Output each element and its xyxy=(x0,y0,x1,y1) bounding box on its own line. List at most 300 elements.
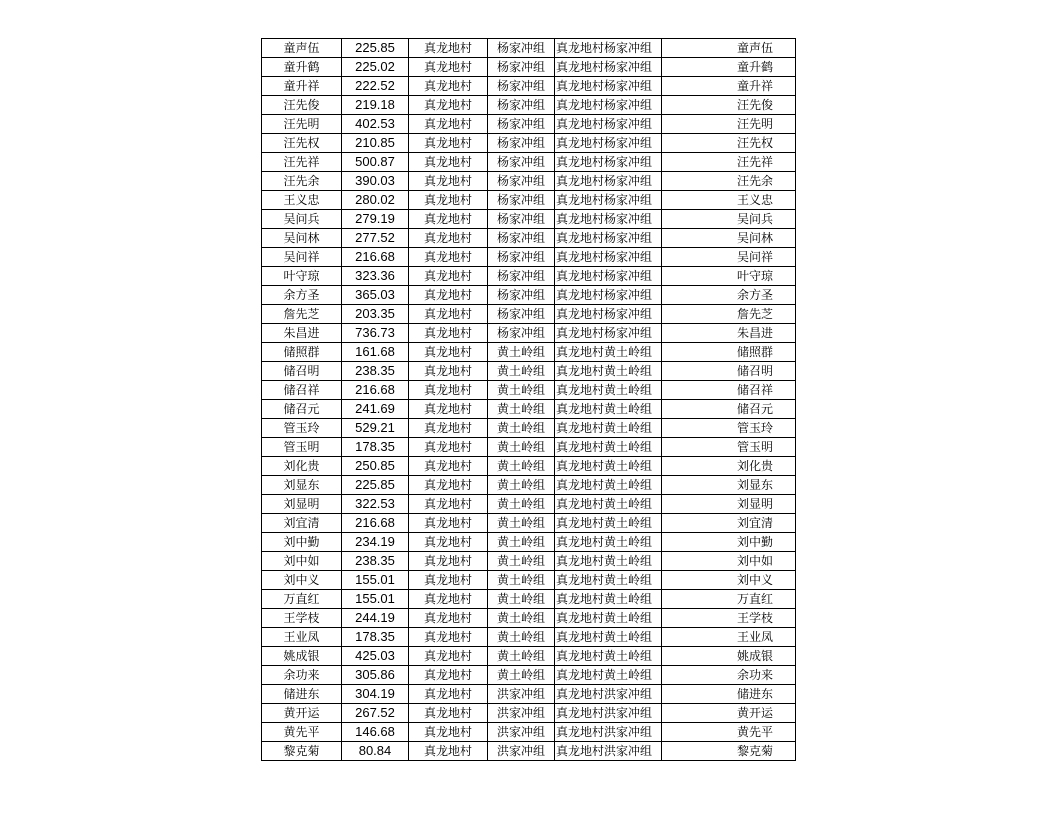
table-row xyxy=(262,647,796,666)
village-cell: 真龙地村 xyxy=(409,210,488,229)
table-row xyxy=(262,77,796,96)
blank-cell xyxy=(662,191,716,210)
village-cell: 真龙地村 xyxy=(409,305,488,324)
address-cell: 真龙地村黄土岭组 xyxy=(555,590,662,609)
table-row xyxy=(262,96,796,115)
address-cell: 真龙地村黄土岭组 xyxy=(555,647,662,666)
address-cell: 真龙地村杨家冲组 xyxy=(555,134,662,153)
group-cell: 杨家冲组 xyxy=(488,96,555,115)
owner-name-cell: 管玉明 xyxy=(262,438,342,457)
address-cell: 真龙地村杨家冲组 xyxy=(555,96,662,115)
group-cell: 杨家冲组 xyxy=(488,39,555,58)
table-row xyxy=(262,248,796,267)
group-cell: 杨家冲组 xyxy=(488,267,555,286)
blank-cell xyxy=(662,324,716,343)
address-cell: 真龙地村洪家冲组 xyxy=(555,723,662,742)
repeat-name-cell: 吴问祥 xyxy=(715,248,796,267)
repeat-name-cell: 刘化贵 xyxy=(715,457,796,476)
repeat-name-cell: 吴问兵 xyxy=(715,210,796,229)
repeat-name-cell: 黄先平 xyxy=(715,723,796,742)
group-cell: 黄土岭组 xyxy=(488,571,555,590)
table-row xyxy=(262,324,796,343)
owner-name-cell: 詹先芝 xyxy=(262,305,342,324)
repeat-name-cell: 余方圣 xyxy=(715,286,796,305)
blank-cell xyxy=(662,742,716,761)
blank-cell xyxy=(662,723,716,742)
table-row xyxy=(262,590,796,609)
blank-cell xyxy=(662,96,716,115)
blank-cell xyxy=(662,514,716,533)
owner-name-cell: 黄开运 xyxy=(262,704,342,723)
blank-cell xyxy=(662,229,716,248)
area-cell: 161.68 xyxy=(342,343,409,362)
address-cell: 真龙地村杨家冲组 xyxy=(555,115,662,134)
repeat-name-cell: 汪先祥 xyxy=(715,153,796,172)
blank-cell xyxy=(662,248,716,267)
blank-cell xyxy=(662,343,716,362)
group-cell: 黄土岭组 xyxy=(488,495,555,514)
village-cell: 真龙地村 xyxy=(409,742,488,761)
group-cell: 杨家冲组 xyxy=(488,115,555,134)
blank-cell xyxy=(662,476,716,495)
repeat-name-cell: 黄开运 xyxy=(715,704,796,723)
address-cell: 真龙地村黄土岭组 xyxy=(555,533,662,552)
table-row xyxy=(262,514,796,533)
village-cell: 真龙地村 xyxy=(409,609,488,628)
area-cell: 203.35 xyxy=(342,305,409,324)
owner-name-cell: 储进东 xyxy=(262,685,342,704)
village-cell: 真龙地村 xyxy=(409,267,488,286)
repeat-name-cell: 汪先俊 xyxy=(715,96,796,115)
village-cell: 真龙地村 xyxy=(409,495,488,514)
group-cell: 杨家冲组 xyxy=(488,153,555,172)
owner-name-cell: 王学枝 xyxy=(262,609,342,628)
address-cell: 真龙地村杨家冲组 xyxy=(555,210,662,229)
village-cell: 真龙地村 xyxy=(409,476,488,495)
group-cell: 杨家冲组 xyxy=(488,58,555,77)
blank-cell xyxy=(662,381,716,400)
area-cell: 155.01 xyxy=(342,590,409,609)
blank-cell xyxy=(662,115,716,134)
address-cell: 真龙地村黄土岭组 xyxy=(555,514,662,533)
blank-cell xyxy=(662,647,716,666)
blank-cell xyxy=(662,628,716,647)
group-cell: 杨家冲组 xyxy=(488,210,555,229)
owner-name-cell: 朱昌进 xyxy=(262,324,342,343)
area-cell: 216.68 xyxy=(342,514,409,533)
blank-cell xyxy=(662,590,716,609)
blank-cell xyxy=(662,533,716,552)
repeat-name-cell: 童声伍 xyxy=(715,39,796,58)
table-body xyxy=(262,39,796,761)
owner-name-cell: 汪先权 xyxy=(262,134,342,153)
area-cell: 241.69 xyxy=(342,400,409,419)
village-cell: 真龙地村 xyxy=(409,723,488,742)
table-row xyxy=(262,723,796,742)
area-cell: 155.01 xyxy=(342,571,409,590)
table-row xyxy=(262,704,796,723)
area-cell: 279.19 xyxy=(342,210,409,229)
area-cell: 529.21 xyxy=(342,419,409,438)
address-cell: 真龙地村杨家冲组 xyxy=(555,267,662,286)
area-cell: 425.03 xyxy=(342,647,409,666)
blank-cell xyxy=(662,134,716,153)
address-cell: 真龙地村黄土岭组 xyxy=(555,609,662,628)
repeat-name-cell: 管玉明 xyxy=(715,438,796,457)
area-cell: 80.84 xyxy=(342,742,409,761)
blank-cell xyxy=(662,39,716,58)
village-cell: 真龙地村 xyxy=(409,647,488,666)
owner-name-cell: 储召明 xyxy=(262,362,342,381)
blank-cell xyxy=(662,172,716,191)
repeat-name-cell: 余功来 xyxy=(715,666,796,685)
group-cell: 黄土岭组 xyxy=(488,343,555,362)
owner-name-cell: 吴问兵 xyxy=(262,210,342,229)
blank-cell xyxy=(662,666,716,685)
area-cell: 365.03 xyxy=(342,286,409,305)
owner-name-cell: 叶守琼 xyxy=(262,267,342,286)
owner-name-cell: 吴问祥 xyxy=(262,248,342,267)
village-cell: 真龙地村 xyxy=(409,343,488,362)
owner-name-cell: 黎克菊 xyxy=(262,742,342,761)
blank-cell xyxy=(662,685,716,704)
village-cell: 真龙地村 xyxy=(409,533,488,552)
table-row xyxy=(262,571,796,590)
blank-cell xyxy=(662,495,716,514)
repeat-name-cell: 童升鹤 xyxy=(715,58,796,77)
village-cell: 真龙地村 xyxy=(409,628,488,647)
address-cell: 真龙地村杨家冲组 xyxy=(555,229,662,248)
blank-cell xyxy=(662,704,716,723)
blank-cell xyxy=(662,362,716,381)
address-cell: 真龙地村黄土岭组 xyxy=(555,628,662,647)
address-cell: 真龙地村洪家冲组 xyxy=(555,742,662,761)
address-cell: 真龙地村黄土岭组 xyxy=(555,343,662,362)
owner-name-cell: 管玉玲 xyxy=(262,419,342,438)
group-cell: 黄土岭组 xyxy=(488,438,555,457)
area-cell: 216.68 xyxy=(342,248,409,267)
blank-cell xyxy=(662,305,716,324)
area-cell: 322.53 xyxy=(342,495,409,514)
repeat-name-cell: 刘中勤 xyxy=(715,533,796,552)
area-cell: 267.52 xyxy=(342,704,409,723)
repeat-name-cell: 储召祥 xyxy=(715,381,796,400)
address-cell: 真龙地村杨家冲组 xyxy=(555,39,662,58)
area-cell: 234.19 xyxy=(342,533,409,552)
village-cell: 真龙地村 xyxy=(409,248,488,267)
group-cell: 杨家冲组 xyxy=(488,286,555,305)
address-cell: 真龙地村黄土岭组 xyxy=(555,438,662,457)
address-cell: 真龙地村杨家冲组 xyxy=(555,153,662,172)
area-cell: 244.19 xyxy=(342,609,409,628)
table-row xyxy=(262,286,796,305)
area-cell: 250.85 xyxy=(342,457,409,476)
group-cell: 洪家冲组 xyxy=(488,685,555,704)
area-cell: 402.53 xyxy=(342,115,409,134)
address-cell: 真龙地村黄土岭组 xyxy=(555,552,662,571)
village-cell: 真龙地村 xyxy=(409,704,488,723)
address-cell: 真龙地村杨家冲组 xyxy=(555,172,662,191)
area-cell: 219.18 xyxy=(342,96,409,115)
repeat-name-cell: 刘显东 xyxy=(715,476,796,495)
table-row xyxy=(262,400,796,419)
address-cell: 真龙地村黄土岭组 xyxy=(555,666,662,685)
repeat-name-cell: 刘中义 xyxy=(715,571,796,590)
village-cell: 真龙地村 xyxy=(409,438,488,457)
repeat-name-cell: 储召明 xyxy=(715,362,796,381)
owner-name-cell: 汪先俊 xyxy=(262,96,342,115)
blank-cell xyxy=(662,552,716,571)
village-cell: 真龙地村 xyxy=(409,324,488,343)
table-row xyxy=(262,115,796,134)
group-cell: 杨家冲组 xyxy=(488,134,555,153)
group-cell: 黄土岭组 xyxy=(488,514,555,533)
blank-cell xyxy=(662,286,716,305)
table-row xyxy=(262,172,796,191)
village-cell: 真龙地村 xyxy=(409,134,488,153)
group-cell: 杨家冲组 xyxy=(488,324,555,343)
repeat-name-cell: 吴问林 xyxy=(715,229,796,248)
table-row xyxy=(262,381,796,400)
village-cell: 真龙地村 xyxy=(409,552,488,571)
table-row xyxy=(262,229,796,248)
area-cell: 500.87 xyxy=(342,153,409,172)
table-row xyxy=(262,343,796,362)
repeat-name-cell: 汪先余 xyxy=(715,172,796,191)
group-cell: 洪家冲组 xyxy=(488,704,555,723)
table-row xyxy=(262,267,796,286)
group-cell: 黄土岭组 xyxy=(488,533,555,552)
owner-name-cell: 余功来 xyxy=(262,666,342,685)
area-cell: 736.73 xyxy=(342,324,409,343)
owner-name-cell: 王义忠 xyxy=(262,191,342,210)
repeat-name-cell: 朱昌进 xyxy=(715,324,796,343)
blank-cell xyxy=(662,609,716,628)
table-row xyxy=(262,58,796,77)
owner-name-cell: 刘显明 xyxy=(262,495,342,514)
blank-cell xyxy=(662,400,716,419)
table-row xyxy=(262,39,796,58)
owner-name-cell: 王业凤 xyxy=(262,628,342,647)
area-cell: 178.35 xyxy=(342,628,409,647)
repeat-name-cell: 刘显明 xyxy=(715,495,796,514)
address-cell: 真龙地村杨家冲组 xyxy=(555,58,662,77)
area-cell: 178.35 xyxy=(342,438,409,457)
table-row xyxy=(262,609,796,628)
blank-cell xyxy=(662,457,716,476)
repeat-name-cell: 童升祥 xyxy=(715,77,796,96)
village-cell: 真龙地村 xyxy=(409,685,488,704)
village-cell: 真龙地村 xyxy=(409,286,488,305)
village-cell: 真龙地村 xyxy=(409,571,488,590)
blank-cell xyxy=(662,58,716,77)
owner-name-cell: 姚成银 xyxy=(262,647,342,666)
village-cell: 真龙地村 xyxy=(409,58,488,77)
blank-cell xyxy=(662,438,716,457)
blank-cell xyxy=(662,210,716,229)
village-cell: 真龙地村 xyxy=(409,191,488,210)
group-cell: 黄土岭组 xyxy=(488,666,555,685)
address-cell: 真龙地村黄土岭组 xyxy=(555,400,662,419)
village-cell: 真龙地村 xyxy=(409,115,488,134)
table-row xyxy=(262,191,796,210)
area-cell: 225.85 xyxy=(342,476,409,495)
area-cell: 277.52 xyxy=(342,229,409,248)
repeat-name-cell: 王学枝 xyxy=(715,609,796,628)
group-cell: 杨家冲组 xyxy=(488,229,555,248)
repeat-name-cell: 管玉玲 xyxy=(715,419,796,438)
address-cell: 真龙地村黄土岭组 xyxy=(555,495,662,514)
area-cell: 305.86 xyxy=(342,666,409,685)
owner-name-cell: 童声伍 xyxy=(262,39,342,58)
owner-name-cell: 黄先平 xyxy=(262,723,342,742)
area-cell: 225.85 xyxy=(342,39,409,58)
village-cell: 真龙地村 xyxy=(409,666,488,685)
owner-name-cell: 储照群 xyxy=(262,343,342,362)
address-cell: 真龙地村黄土岭组 xyxy=(555,362,662,381)
table-row xyxy=(262,742,796,761)
group-cell: 黄土岭组 xyxy=(488,590,555,609)
blank-cell xyxy=(662,571,716,590)
repeat-name-cell: 黎克菊 xyxy=(715,742,796,761)
repeat-name-cell: 詹先芝 xyxy=(715,305,796,324)
owner-name-cell: 余方圣 xyxy=(262,286,342,305)
village-cell: 真龙地村 xyxy=(409,39,488,58)
repeat-name-cell: 储进东 xyxy=(715,685,796,704)
village-cell: 真龙地村 xyxy=(409,362,488,381)
village-cell: 真龙地村 xyxy=(409,172,488,191)
village-cell: 真龙地村 xyxy=(409,96,488,115)
repeat-name-cell: 王义忠 xyxy=(715,191,796,210)
address-cell: 真龙地村洪家冲组 xyxy=(555,685,662,704)
owner-name-cell: 童升祥 xyxy=(262,77,342,96)
table-row xyxy=(262,628,796,647)
owner-name-cell: 汪先余 xyxy=(262,172,342,191)
area-cell: 280.02 xyxy=(342,191,409,210)
data-table xyxy=(261,38,796,761)
owner-name-cell: 刘显东 xyxy=(262,476,342,495)
address-cell: 真龙地村洪家冲组 xyxy=(555,704,662,723)
address-cell: 真龙地村杨家冲组 xyxy=(555,248,662,267)
village-cell: 真龙地村 xyxy=(409,400,488,419)
owner-name-cell: 刘中勤 xyxy=(262,533,342,552)
table-row xyxy=(262,438,796,457)
owner-name-cell: 刘宜清 xyxy=(262,514,342,533)
repeat-name-cell: 叶守琼 xyxy=(715,267,796,286)
group-cell: 黄土岭组 xyxy=(488,609,555,628)
table-row xyxy=(262,305,796,324)
group-cell: 洪家冲组 xyxy=(488,723,555,742)
table-row xyxy=(262,552,796,571)
repeat-name-cell: 刘宜清 xyxy=(715,514,796,533)
address-cell: 真龙地村黄土岭组 xyxy=(555,457,662,476)
group-cell: 杨家冲组 xyxy=(488,172,555,191)
address-cell: 真龙地村杨家冲组 xyxy=(555,286,662,305)
table-row xyxy=(262,362,796,381)
blank-cell xyxy=(662,153,716,172)
area-cell: 304.19 xyxy=(342,685,409,704)
group-cell: 黄土岭组 xyxy=(488,381,555,400)
area-cell: 323.36 xyxy=(342,267,409,286)
owner-name-cell: 童升鹤 xyxy=(262,58,342,77)
repeat-name-cell: 汪先明 xyxy=(715,115,796,134)
repeat-name-cell: 姚成银 xyxy=(715,647,796,666)
table-row xyxy=(262,419,796,438)
owner-name-cell: 吴问林 xyxy=(262,229,342,248)
group-cell: 黄土岭组 xyxy=(488,419,555,438)
area-cell: 225.02 xyxy=(342,58,409,77)
address-cell: 真龙地村杨家冲组 xyxy=(555,191,662,210)
table-row xyxy=(262,457,796,476)
group-cell: 黄土岭组 xyxy=(488,552,555,571)
owner-name-cell: 刘中义 xyxy=(262,571,342,590)
table-row xyxy=(262,685,796,704)
table-row xyxy=(262,533,796,552)
owner-name-cell: 万直红 xyxy=(262,590,342,609)
group-cell: 黄土岭组 xyxy=(488,400,555,419)
group-cell: 黄土岭组 xyxy=(488,476,555,495)
village-cell: 真龙地村 xyxy=(409,514,488,533)
group-cell: 杨家冲组 xyxy=(488,77,555,96)
owner-name-cell: 储召元 xyxy=(262,400,342,419)
repeat-name-cell: 储照群 xyxy=(715,343,796,362)
blank-cell xyxy=(662,419,716,438)
address-cell: 真龙地村杨家冲组 xyxy=(555,324,662,343)
table-row xyxy=(262,210,796,229)
address-cell: 真龙地村黄土岭组 xyxy=(555,571,662,590)
area-cell: 210.85 xyxy=(342,134,409,153)
area-cell: 238.35 xyxy=(342,552,409,571)
village-cell: 真龙地村 xyxy=(409,590,488,609)
area-cell: 390.03 xyxy=(342,172,409,191)
group-cell: 洪家冲组 xyxy=(488,742,555,761)
owner-name-cell: 汪先祥 xyxy=(262,153,342,172)
repeat-name-cell: 汪先权 xyxy=(715,134,796,153)
group-cell: 黄土岭组 xyxy=(488,362,555,381)
repeat-name-cell: 王业凤 xyxy=(715,628,796,647)
group-cell: 黄土岭组 xyxy=(488,628,555,647)
area-cell: 216.68 xyxy=(342,381,409,400)
owner-name-cell: 汪先明 xyxy=(262,115,342,134)
table-row xyxy=(262,153,796,172)
repeat-name-cell: 万直红 xyxy=(715,590,796,609)
group-cell: 杨家冲组 xyxy=(488,248,555,267)
village-cell: 真龙地村 xyxy=(409,77,488,96)
table-row xyxy=(262,666,796,685)
repeat-name-cell: 储召元 xyxy=(715,400,796,419)
owner-name-cell: 刘化贵 xyxy=(262,457,342,476)
village-cell: 真龙地村 xyxy=(409,381,488,400)
address-cell: 真龙地村杨家冲组 xyxy=(555,77,662,96)
area-cell: 146.68 xyxy=(342,723,409,742)
group-cell: 杨家冲组 xyxy=(488,305,555,324)
group-cell: 黄土岭组 xyxy=(488,647,555,666)
address-cell: 真龙地村黄土岭组 xyxy=(555,476,662,495)
address-cell: 真龙地村黄土岭组 xyxy=(555,381,662,400)
owner-name-cell: 储召祥 xyxy=(262,381,342,400)
table-row xyxy=(262,134,796,153)
group-cell: 杨家冲组 xyxy=(488,191,555,210)
village-cell: 真龙地村 xyxy=(409,229,488,248)
village-cell: 真龙地村 xyxy=(409,419,488,438)
group-cell: 黄土岭组 xyxy=(488,457,555,476)
table-row xyxy=(262,495,796,514)
owner-name-cell: 刘中如 xyxy=(262,552,342,571)
blank-cell xyxy=(662,77,716,96)
repeat-name-cell: 刘中如 xyxy=(715,552,796,571)
village-cell: 真龙地村 xyxy=(409,457,488,476)
blank-cell xyxy=(662,267,716,286)
